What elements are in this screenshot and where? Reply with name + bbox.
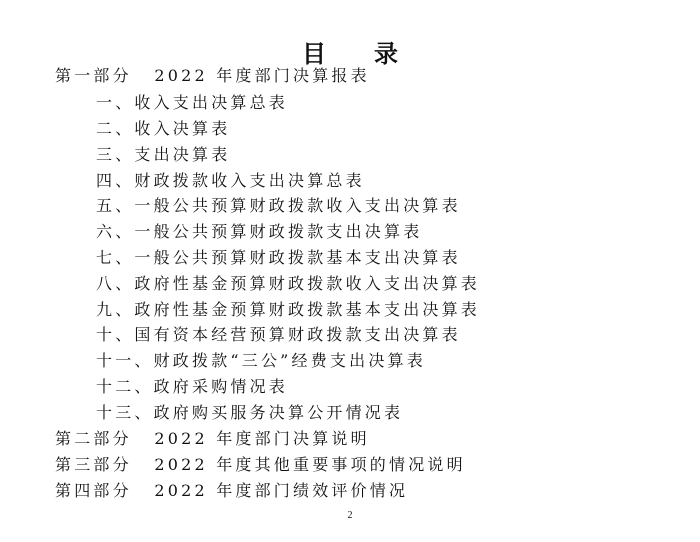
toc-item-10[interactable]: 十、国有资本经营预算财政拨款支出决算表 — [96, 325, 461, 344]
page-number: 2 — [347, 510, 353, 521]
toc-part-2[interactable] — [55, 429, 370, 449]
part-title: 2022 年度其他重要事项的情况说明 — [154, 455, 466, 474]
toc-item-6[interactable]: 六、一般公共预算财政拨款支出决算表 — [96, 222, 423, 241]
toc-item-4[interactable]: 四、财政拨款收入支出决算总表 — [96, 171, 365, 190]
toc-item-9[interactable]: 九、政府性基金预算财政拨款基本支出决算表 — [96, 300, 481, 319]
part-title: 2022 年度部门决算报表 — [154, 66, 370, 85]
toc-part-4[interactable] — [55, 481, 408, 501]
page-title — [0, 34, 700, 69]
part-label: 第三部分 — [55, 455, 132, 474]
toc-part-1[interactable] — [55, 66, 370, 86]
part-label: 第四部分 — [55, 481, 132, 500]
toc-item-2[interactable]: 二、收入决算表 — [96, 119, 231, 138]
toc-item-1[interactable]: 一、收入支出决算总表 — [96, 93, 289, 112]
part-label: 第一部分 — [55, 66, 132, 85]
part-title: 2022 年度部门绩效评价情况 — [154, 481, 409, 500]
toc-item-8[interactable]: 八、政府性基金预算财政拨款收入支出决算表 — [96, 274, 481, 293]
toc-item-3[interactable]: 三、支出决算表 — [96, 145, 231, 164]
toc-item-5[interactable]: 五、一般公共预算财政拨款收入支出决算表 — [96, 196, 461, 215]
toc-item-12[interactable]: 十二、政府采购情况表 — [96, 377, 289, 396]
part-label: 第二部分 — [55, 429, 132, 448]
toc-part-3[interactable] — [55, 455, 466, 475]
toc-item-11[interactable]: 十一、财政拨款“三公”经费支出决算表 — [96, 351, 426, 370]
part-title: 2022 年度部门决算说明 — [154, 429, 370, 448]
toc-item-7[interactable]: 七、一般公共预算财政拨款基本支出决算表 — [96, 248, 461, 267]
toc-item-13[interactable]: 十三、政府购买服务决算公开情况表 — [96, 403, 404, 422]
title-char-1: 目 — [302, 39, 326, 68]
title-char-2: 录 — [374, 39, 398, 68]
